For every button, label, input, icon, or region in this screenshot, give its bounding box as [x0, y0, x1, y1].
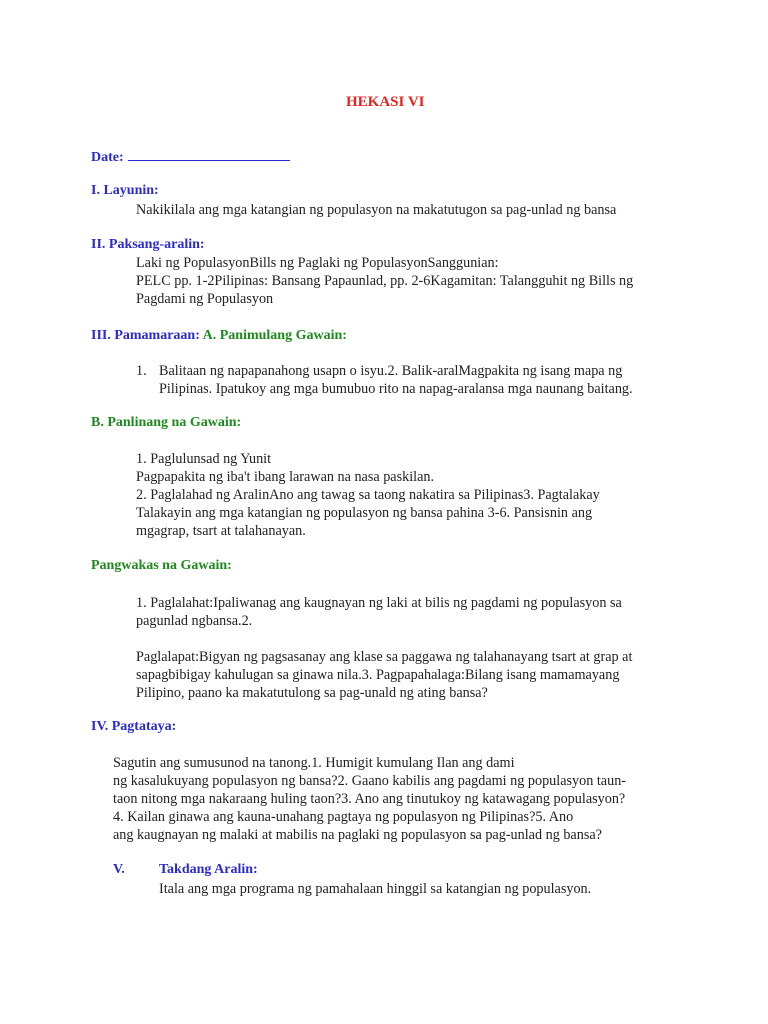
section-b-line-2: Pagpapakita ng iba't ibang larawan na nasa paskilan.: [136, 469, 435, 485]
section-4-line-2: ng kasalukuyang populasyon ng bansa?2. Gaano kabilis ang pagdami ng populasyon taun-: [113, 773, 627, 789]
section-b-line-5: mgagrap, tsart at talahanayan.: [136, 523, 306, 539]
date-blank-line: [128, 148, 290, 161]
section-2-line-3: Pagdami ng Populasyon: [136, 291, 274, 307]
section-c-para-2-line-1: Paglalapat:Bigyan ng pagsasanay ang klase sa paggawa ng talahanayang tsart at grap at: [136, 649, 633, 665]
section-2-line-2: PELC pp. 1-2Pilipinas: Bansang Papaunlad, pp. 2-6Kagamitan: Talangguhit ng Bills ng: [136, 273, 634, 289]
section-c-para-2-line-3: Pilipino, paano ka makatutulong sa pag-unald ng ating bansa?: [136, 685, 488, 701]
section-5-heading: Takdang Aralin:: [159, 862, 258, 877]
section-4-line-5: ang kaugnayan ng malaki at mabilis na paglaki ng populasyon sa pag-unlad ng bansa?: [113, 827, 602, 843]
section-4-line-1: Sagutin ang sumusunod na tanong.1. Humigit kumulang Ilan ang dami: [113, 755, 515, 771]
section-c-heading: Pangwakas na Gawain:: [91, 558, 232, 573]
section-3-heading-label: III. Pamamaraan:: [91, 328, 200, 343]
section-3-heading: [91, 326, 347, 344]
section-1-text: Nakikilala ang mga katangian ng populasyon na makatutugon sa pag-unlad ng bansa: [136, 202, 617, 218]
section-c-para-1-line-2: pagunlad ngbansa.2.: [136, 613, 253, 629]
section-b-heading: B. Panlinang na Gawain:: [91, 415, 242, 430]
section-4-heading: IV. Pagtataya:: [91, 719, 177, 734]
section-5-number: V.: [113, 862, 125, 877]
section-4-line-4: 4. Kailan ginawa ang kauna-unahang pagtaya ng populasyon ng Pilipinas?5. Ano: [113, 809, 574, 825]
document-title: HEKASI VI: [346, 94, 425, 110]
section-3-line-1: Balitaan ng napapanahong usapn o isyu.2. Balik-aralMagpakita ng isang mapa ng: [159, 363, 623, 379]
section-2-heading: II. Paksang-aralin:: [91, 237, 205, 252]
section-b-line-1: 1. Paglulunsad ng Yunit: [136, 451, 272, 467]
section-3-line-2: Pilipinas. Ipatukoy ang mga bumubuo rito na napag-aralansa mga naunang baitang.: [159, 381, 633, 397]
section-c-para-2-line-2: sapagbibigay kahulugan sa ginawa nila.3. Pagpapahalaga:Bilang isang mamamayang: [136, 667, 620, 683]
section-b-line-3: 2. Paglalahad ng AralinAno ang tawag sa taong nakatira sa Pilipinas3. Pagtalakay: [136, 487, 600, 503]
section-3-item-number: 1.: [136, 363, 147, 379]
section-b-line-4: Talakayin ang mga katangian ng populasyon ng bansa pahina 3-6. Pansisnin ang: [136, 505, 593, 521]
section-2-line-1: Laki ng PopulasyonBills ng Paglaki ng PopulasyonSanggunian:: [136, 255, 499, 271]
date-label: Date:: [91, 150, 124, 165]
section-5-text: Itala ang mga programa ng pamahalaan hinggil sa katangian ng populasyon.: [159, 881, 592, 897]
section-c-para-1-line-1: 1. Paglalahat:Ipaliwanag ang kaugnayan ng laki at bilis ng pagdami ng populasyon sa: [136, 595, 622, 611]
section-3-subheading: A. Panimulang Gawain:: [199, 328, 347, 343]
section-1-heading: I. Layunin:: [91, 183, 159, 198]
date-field: [91, 148, 290, 166]
section-4-line-3: taon nitong mga nakaraang huling taon?3. Ano ang tinutukoy ng katawagang populasyon?: [113, 791, 626, 807]
